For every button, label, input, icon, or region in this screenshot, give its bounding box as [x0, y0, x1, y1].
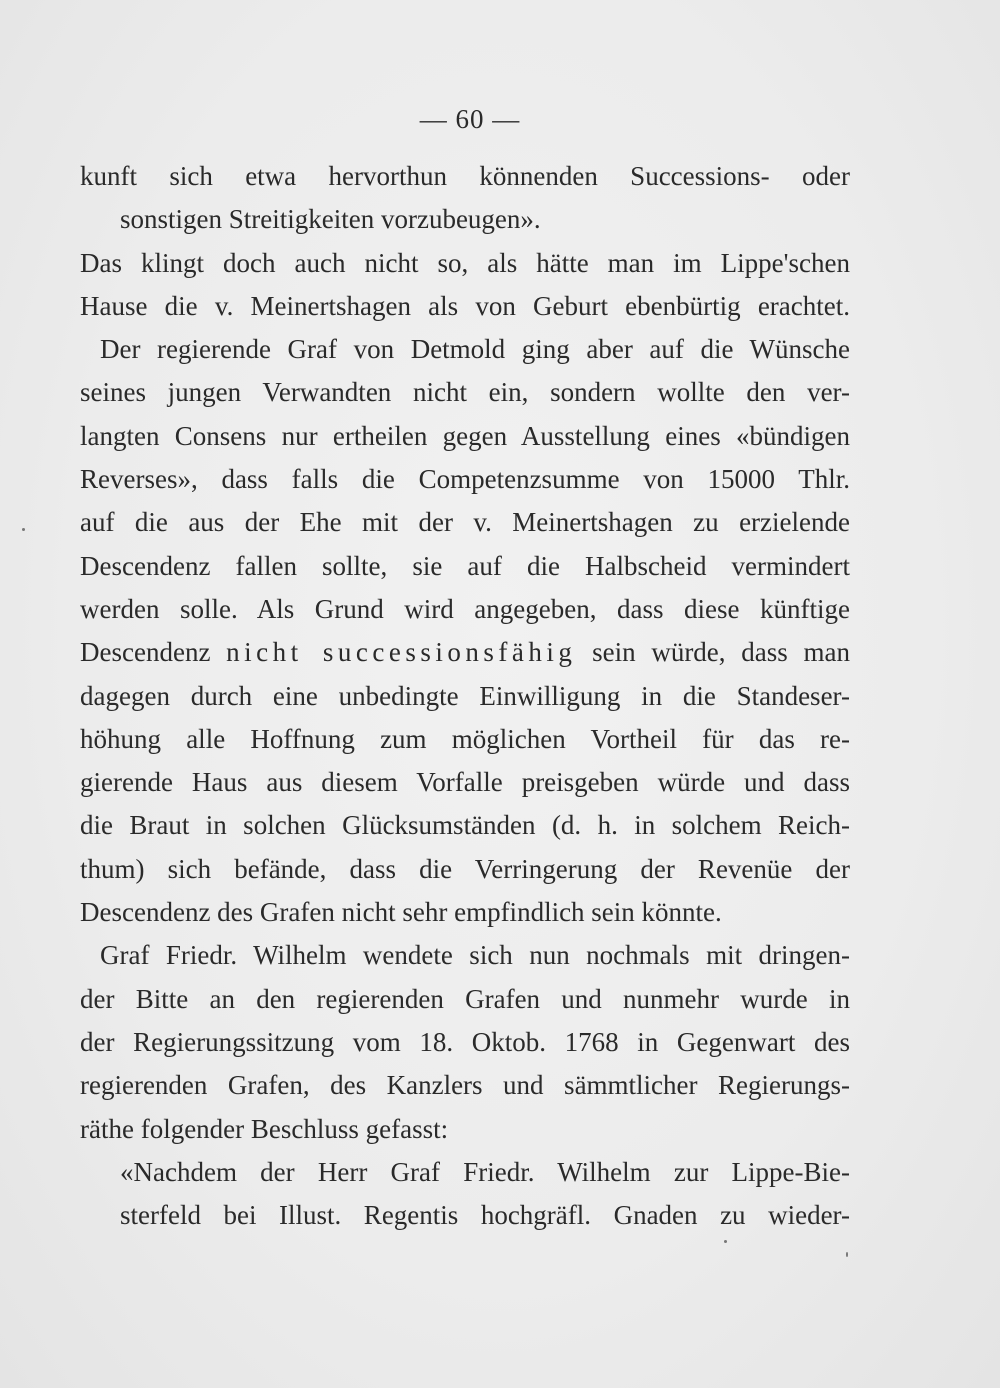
text-line: dagegen durch eine unbedingte Einwilligung in die Standeser- [80, 680, 850, 711]
text-line: Descendenz fallen sollte, sie auf die Halbscheid vermindert [80, 550, 850, 581]
paragraph-start-line: Graf Friedr. Wilhelm wendete sich nun nochmals mit dringen- [100, 940, 850, 971]
text-line: sterfeld bei Illust. Regentis hochgräfl. Gnaden zu wieder- [120, 1200, 850, 1231]
paragraph-start-line: Der regierende Graf von Detmold ging aber auf die Wünsche [100, 334, 850, 365]
text-line: thum) sich befände, dass die Verringerung der Revenüe der [80, 853, 850, 884]
line-before-emphasis: Descendenz [80, 637, 211, 668]
text-line: Descendenz des Grafen nicht sehr empfindlich sein könnte. [80, 897, 722, 928]
text-line-emphasis [80, 631, 850, 674]
text-line: Hause die v. Meinertshagen als von Geburt ebenbürtig erachtet. [80, 290, 850, 321]
text-line: Das klingt doch auch nicht so, als hätte man im Lippe'schen [80, 247, 850, 278]
spaced-emphasis: nicht successionsfähig [226, 637, 577, 668]
text-line: der Regierungssitzung vom 18. Oktob. 1768 in Gegenwart des [80, 1026, 850, 1057]
text-line: langten Consens nur ertheilen gegen Ausstellung eines «bündigen [80, 420, 850, 451]
quote-start-line: «Nachdem der Herr Graf Friedr. Wilhelm zur Lippe-Bie- [120, 1156, 850, 1187]
text-line: werden solle. Als Grund wird angegeben, dass diese künftige [80, 593, 850, 624]
text-line: gierende Haus aus diesem Vorfalle preisgeben würde und dass [80, 767, 850, 798]
text-line: seines jungen Verwandten nicht ein, sondern wollte den ver- [80, 377, 850, 408]
body-text [80, 155, 850, 1237]
text-line: die Braut in solchen Glücksumständen (d. h. in solchem Reich- [80, 810, 850, 841]
text-line: sonstigen Streitigkeiten vorzubeugen». [120, 204, 541, 235]
text-line: auf die aus der Ehe mit der v. Meinertshagen zu erzielende [80, 507, 850, 538]
paper-speck [22, 528, 25, 531]
text-line: regierenden Grafen, des Kanzlers und sämmtlicher Regierungs- [80, 1070, 850, 1101]
text-line: der Bitte an den regierenden Grafen und nunmehr wurde in [80, 983, 850, 1014]
text-line: Reverses», dass falls die Competenzsumme von 15000 Thlr. [80, 464, 850, 495]
page-number: — 60 — [419, 104, 521, 134]
paper-speck [724, 1240, 727, 1243]
text-line: räthe folgender Beschluss gefasst: [80, 1113, 449, 1144]
line-after-emphasis: sein würde, dass man [592, 637, 850, 668]
paper-speck [846, 1252, 848, 1257]
text-line: kunft sich etwa hervorthun könnenden Successions- oder [80, 161, 850, 191]
text-line: höhung alle Hoffnung zum möglichen Vortheil für das re- [80, 723, 850, 754]
